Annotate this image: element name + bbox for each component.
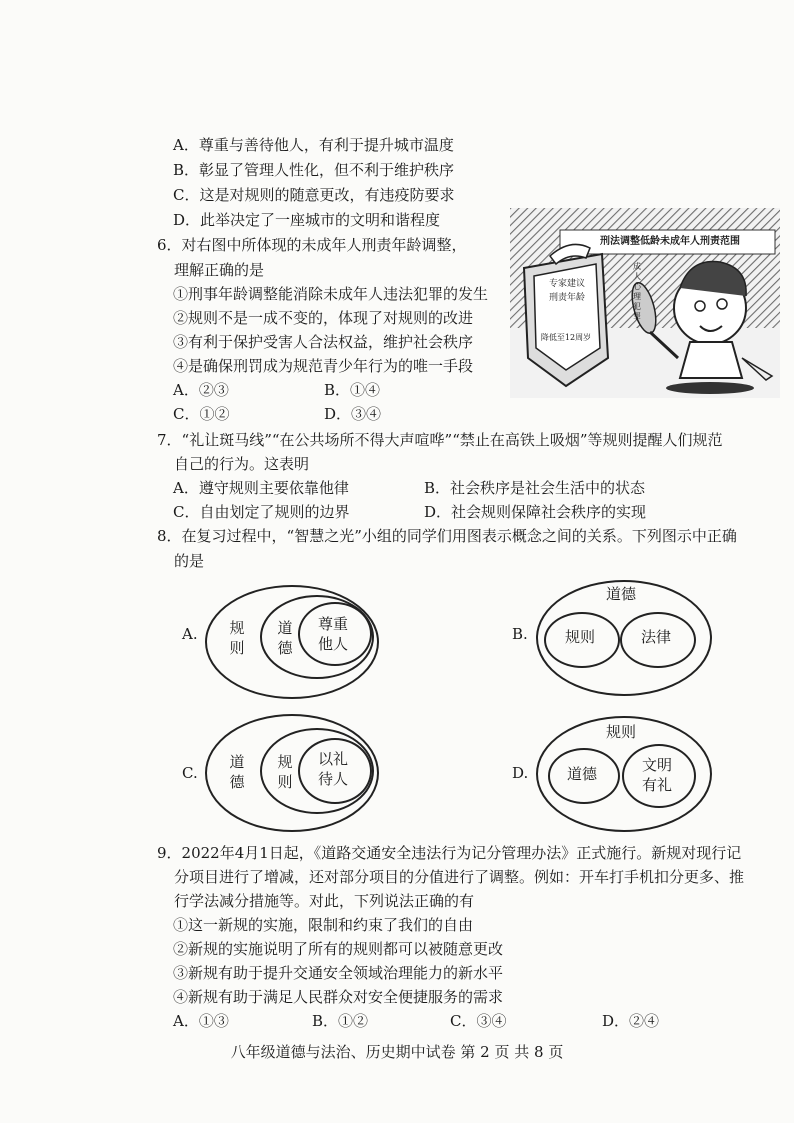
q9-stem-line3: 行学法减分措施等。对此，下列说法正确的有 <box>174 892 475 910</box>
q5-option-a: A．尊重与善待他人，有利于提升城市温度 <box>173 136 454 154</box>
q5-option-c: C．这是对规则的随意更改，有违疫防要求 <box>173 186 455 204</box>
q7-option-a: A．遵守规则主要依靠他律 <box>173 479 349 497</box>
q6-option-c: C．①② <box>173 405 230 423</box>
q8-diagram-b-outer-text: 道德 <box>605 585 636 603</box>
q8-diagram-a-outer-text: 规则 <box>229 619 245 657</box>
q8-stem-line2: 的是 <box>174 552 205 570</box>
page-footer: 八年级道德与法治、历史期中试卷 第 2 页 共 8 页 <box>230 1043 564 1061</box>
q8-diagram-c-middle-text: 规则 <box>277 753 293 791</box>
q6-option-b: B．①④ <box>324 381 381 399</box>
q7-stem-line1: 7．“礼让斑马线”“在公共场所不得大声喧哗”“禁止在高铁上吸烟”等规则提醒人们规范 <box>157 431 723 449</box>
cartoon-side-text: 成人心理犯罪 <box>633 262 641 321</box>
cartoon-sign-line3: 降低至12周岁 <box>540 333 592 342</box>
q6-option-a: A．②③ <box>173 381 229 399</box>
q7-option-c: C．自由划定了规则的边界 <box>173 503 350 521</box>
q6-stem-line1: 6．对右图中所体现的未成年人刑责年龄调整， <box>157 236 467 254</box>
q9-item-2: ②新规的实施说明了所有的规则都可以被随意更改 <box>173 940 504 958</box>
q8-stem-line1: 8．在复习过程中，“智慧之光”小组的同学们用图表示概念之间的关系。下列图示中正确 <box>157 527 737 545</box>
q6-option-d: D．③④ <box>324 405 382 423</box>
cartoon-sign-line1: 专家建议 <box>548 279 585 289</box>
q8-diagram-d-right-text: 文明有礼 <box>641 756 672 794</box>
q8-diagram-a-middle-text: 道德 <box>277 619 293 657</box>
q7-stem-line2: 自己的行为。这表明 <box>174 455 310 473</box>
q8-diagram-b-left-text: 规则 <box>564 628 595 646</box>
q6-item-1: ①刑事年龄调整能消除未成年人违法犯罪的发生 <box>173 285 489 303</box>
q6-stem-line2: 理解正确的是 <box>174 261 265 279</box>
q5-option-d: D．此举决定了一座城市的文明和谐程度 <box>173 211 441 229</box>
q6-item-4: ④是确保刑罚成为规范青少年行为的唯一手段 <box>173 357 474 375</box>
q7-option-d: D．社会规则保障社会秩序的实现 <box>424 503 647 521</box>
cartoon-banner: 刑法调整低龄未成年人刑责范围 <box>600 236 740 247</box>
q9-item-1: ①这一新规的实施，限制和约束了我们的自由 <box>173 916 474 934</box>
q8-diagram-a-inner-text: 尊重他人 <box>317 615 348 653</box>
q7-option-b: B．社会秩序是社会生活中的状态 <box>424 479 646 497</box>
q8-diagram-d-label: D. <box>512 764 529 782</box>
q9-option-a: A．①③ <box>173 1012 229 1030</box>
q6-item-3: ③有利于保护受害人合法权益，维护社会秩序 <box>173 333 474 351</box>
q9-option-d: D．②④ <box>602 1012 660 1030</box>
q8-diagram-c-outer-text: 道德 <box>229 753 245 791</box>
q8-diagram-d-left-text: 道德 <box>566 765 597 783</box>
q9-item-4: ④新规有助于满足人民群众对安全便捷服务的需求 <box>173 988 504 1006</box>
q9-item-3: ③新规有助于提升交通安全领域治理能力的新水平 <box>173 964 504 982</box>
q9-option-b: B．①② <box>312 1012 369 1030</box>
q6-item-2: ②规则不是一成不变的，体现了对规则的改进 <box>173 309 474 327</box>
q9-stem-line1: 9．2022年4月1日起，《道路交通安全违法行为记分管理办法》正式施行。新规对现行记 <box>157 844 742 862</box>
q8-diagram-c-label: C. <box>182 764 198 782</box>
q8-diagram-d-outer-text: 规则 <box>605 723 636 741</box>
q9-option-c: C．③④ <box>450 1012 507 1030</box>
q8-diagram-b-label: B. <box>512 625 528 643</box>
q5-option-b: B．彰显了管理人性化，但不利于维护秩序 <box>173 161 455 179</box>
q8-diagram-c-inner-text: 以礼待人 <box>317 750 348 788</box>
q8-diagram-b-right-text: 法律 <box>640 628 671 646</box>
q8-diagram-a-label: A. <box>182 625 198 643</box>
cartoon-sign-line2: 刑责年龄 <box>548 293 585 303</box>
q9-stem-line2: 分项目进行了增减，还对部分项目的分值进行了调整。例如：开车打手机扣分更多、推 <box>174 868 745 886</box>
cartoon-illustration <box>510 208 780 398</box>
